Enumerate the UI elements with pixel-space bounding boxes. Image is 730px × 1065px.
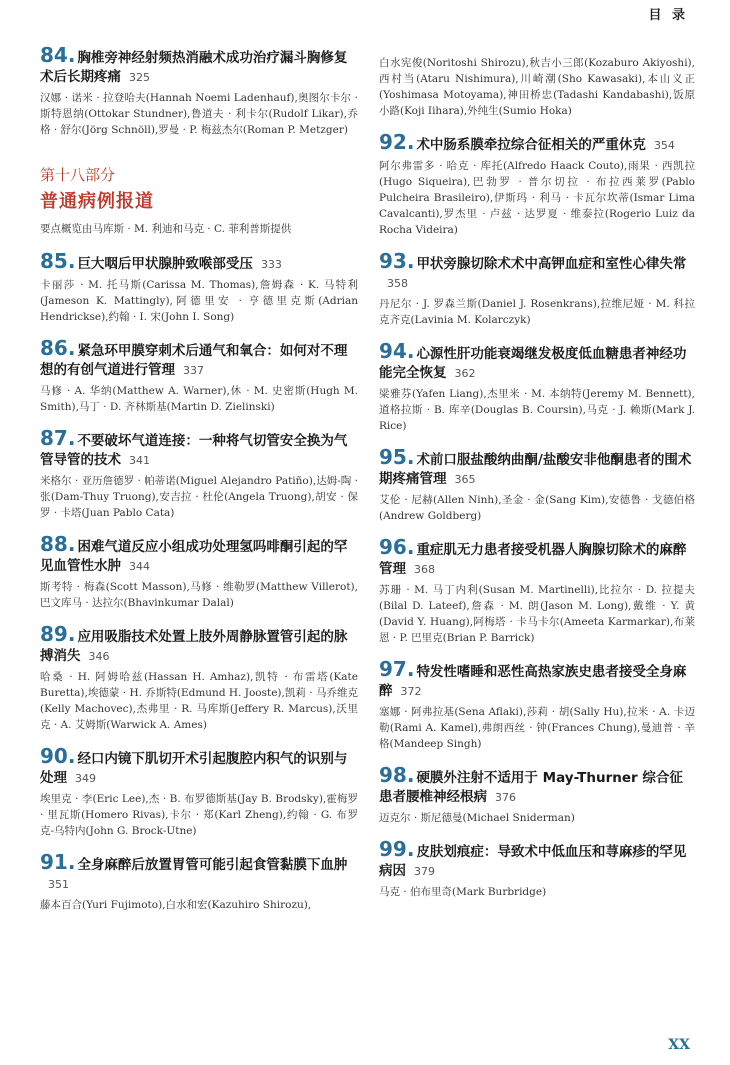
entry-page: 337 <box>183 364 204 377</box>
entry-authors: 塞娜 · 阿弗拉基(Sena Aflaki),莎莉 · 胡(Sally Hu),拉米 · A. 卡迈勒(Rami A. Kamel),弗朗西丝 · 钟(Frances Chung),曼迪普 · 辛格(Mandeep Singh) <box>379 706 695 750</box>
left-column <box>40 43 358 927</box>
entry-authors: 迈克尔 · 斯尼德曼(Michael Sniderman) <box>379 812 575 824</box>
entry-number: 87. <box>40 426 76 450</box>
entry-title <box>379 763 695 807</box>
entry-title <box>40 744 358 788</box>
toc-entry[interactable] <box>379 837 695 900</box>
entry-page: 376 <box>495 791 516 804</box>
entry-title-text: 困难气道反应小组成功处理氢吗啡酮引起的罕见血管性水肿 <box>40 539 348 574</box>
entry-number: 90. <box>40 744 76 768</box>
section-editors: 要点概览由马库斯 · M. 利迪和马克 · C. 菲利普斯提供 <box>40 223 292 235</box>
entry-page: 349 <box>75 772 96 785</box>
toc-entry[interactable] <box>379 763 695 826</box>
entry-title-text: 紧急环甲膜穿刺术后通气和氧合：如何对不理想的有创气道进行管理 <box>40 343 348 378</box>
entry-authors: 卡丽莎 · M. 托马斯(Carissa M. Thomas),詹姆森 · K. 马特利(Jameson K. Mattingly),阿德里安 · 亨德里克斯(Adrian Hendrickse),约翰 · I. 宋(John I. Song) <box>40 279 358 323</box>
toc-entry[interactable] <box>40 532 358 611</box>
toc-entry[interactable] <box>379 249 695 328</box>
running-header: 目 录 <box>648 8 688 23</box>
entry-authors: 白水宪俊(Noritoshi Shirozu),秋吉小三郎(Kozaburo Akiyoshi),西村当(Ataru Nishimura),川崎潮(Sho Kawasaki),本山义正(Yoshimasa Motoyama),神田桥忠(Tadashi Kandabashi),饭原小路(Koji Iihara),外纯生(Sumio Hoka) <box>379 57 695 117</box>
entry-authors: 阿尔弗雷多 · 哈克 · 库托(Alfredo Haack Couto),雨果 · 西凯拉(Hugo Siqueira),巴勃罗 · 普尔切拉 · 布拉西莱罗(Pablo Pulcheira Brasileiro),伊斯玛 · 利马 · 卡瓦尔坎蒂(Ismar Lima Cavalcanti),罗杰里 · 卢兹 · 达罗夏 · 维泰拉(Rogerio Luiz da Rocha Videira) <box>379 160 695 236</box>
entry-page: 341 <box>129 454 150 467</box>
entry-number: 94. <box>379 339 415 363</box>
entry-page: 344 <box>129 560 150 573</box>
entry-page: 365 <box>454 473 476 486</box>
entry-title <box>40 850 358 894</box>
entry-authors: 梁雅芬(Yafen Liang),杰里米 · M. 本纳特(Jeremy M. Bennett),道格拉斯 · B. 库辛(Douglas B. Coursin),马克 · J. 赖斯(Mark J. Rice) <box>379 388 695 432</box>
entry-number: 93. <box>379 249 415 273</box>
entry-title-text: 特发性嗜睡和恶性高热家族史患者接受全身麻醉 <box>379 664 687 699</box>
entry-page: 351 <box>48 878 69 891</box>
entry-authors: 汉娜 · 诺米 · 拉登哈夫(Hannah Noemi Ladenhauf),奥图尔卡尔 · 斯特恩纳(Ottokar Stundner),鲁道夫 · 利卡尔(Rudolf Likar),乔格 · 舒尔(Jörg Schnöll),罗曼 · P. 梅兹杰尔(Roman P. Metzger) <box>40 92 358 136</box>
entry-title <box>40 622 358 666</box>
entry-title <box>379 130 695 155</box>
entry-title <box>40 426 358 470</box>
entry-authors: 埃里克 · 李(Eric Lee),杰 · B. 布罗德斯基(Jay B. Brodsky),霍梅罗 · 里瓦斯(Homero Rivas),卡尔 · 郑(Karl Zheng),约翰 · G. 布罗克-乌特内(John G. Brock-Utne) <box>40 793 358 837</box>
entry-number: 91. <box>40 850 76 874</box>
entry-title-text: 皮肤划痕症：导致术中低血压和荨麻疹的罕见病因 <box>379 844 687 879</box>
entry-number: 96. <box>379 535 415 559</box>
entry-number: 89. <box>40 622 76 646</box>
entry-page: 362 <box>454 367 476 380</box>
entry-authors: 马克 · 伯布里奇(Mark Burbridge) <box>379 886 547 898</box>
toc-entry[interactable] <box>379 130 695 238</box>
entry-number: 92. <box>379 130 415 154</box>
toc-entry[interactable] <box>379 339 695 434</box>
entry-title <box>40 336 358 380</box>
entry-page: 354 <box>653 139 675 152</box>
entry-title-text: 甲状旁腺切除术术中高钾血症和室性心律失常 <box>416 256 687 272</box>
entry-page: 379 <box>414 865 435 878</box>
entry-number: 97. <box>379 657 415 681</box>
entry-title-text: 应用吸脂技术处置上肢外周静脉置管引起的脉搏消失 <box>40 629 348 664</box>
entry-title-text: 不要破坏气道连接：一种将气切管安全换为气管导管的技术 <box>40 433 348 468</box>
toc-entry[interactable] <box>40 744 358 839</box>
right-column <box>379 52 695 914</box>
entry-authors: 马修 · A. 华纳(Matthew A. Warner),休 · M. 史密斯(Hugh M. Smith),马丁 · D. 齐林斯基(Martin D. Zielinski) <box>40 385 358 413</box>
entry-title-text: 重症肌无力患者接受机器人胸腺切除术的麻醉管理 <box>379 542 687 577</box>
entry-title-text: 心源性肝功能衰竭继发极度低血糖患者神经功能完全恢复 <box>379 346 687 381</box>
entry-title <box>40 532 358 576</box>
section-label: 第十八部分 <box>40 166 116 184</box>
entry-title-text: 术中肠系膜牵拉综合征相关的严重休克 <box>416 137 646 153</box>
entry-authors: 哈桑 · H. 阿姆哈兹(Hassan H. Amhaz),凯特 · 布雷塔(Kate Buretta),埃德蒙 · H. 乔斯特(Edmund H. Jooste),凯莉 · 马乔维克(Kelly Machovec),杰弗里 · R. 马库斯(Jeffery R. Marcus),沃里克 · A. 艾姆斯(Warwick A. Ames) <box>40 671 358 731</box>
entry-title-text: 经口内镜下肌切开术引起腹腔内积气的识别与处理 <box>40 751 348 786</box>
entry-number: 86. <box>40 336 76 360</box>
entry-number: 95. <box>379 445 415 469</box>
entry-number: 85. <box>40 249 76 273</box>
entry-title <box>40 43 358 87</box>
entry-number: 84. <box>40 43 76 67</box>
entry-authors: 米格尔 · 亚历詹德罗 · 帕蒂诺(Miguel Alejandro Patiño),达姆-陶 · 张(Dam-Thuy Truong),安吉拉 · 杜伦(Angela Truong),胡安 · 保罗 · 卡塔(Juan Pablo Cata) <box>40 475 358 519</box>
entry-title-text: 硬膜外注射不适用于 May-Thurner 综合征患者腰椎神经根病 <box>379 770 683 805</box>
toc-entry[interactable] <box>40 850 358 913</box>
entry-page: 358 <box>387 277 408 290</box>
entry-page: 333 <box>260 258 282 271</box>
entry-authors: 丹尼尔 · J. 罗森兰斯(Daniel J. Rosenkrans),拉维尼娅 · M. 科拉克齐克(Lavinia M. Kolarczyk) <box>379 298 695 326</box>
toc-entry[interactable] <box>40 249 358 325</box>
entry-title <box>379 445 695 489</box>
entry-number: 98. <box>379 763 415 787</box>
toc-entry[interactable] <box>379 657 695 752</box>
toc-entry[interactable] <box>379 535 695 646</box>
entry-authors: 斯考特 · 梅森(Scott Masson),马修 · 维勒罗(Matthew Villerot),巴文库马 · 达拉尔(Bhavinkumar Dalal) <box>40 581 358 609</box>
entry-number: 99. <box>379 837 415 861</box>
entry-title <box>40 249 358 274</box>
entry-title-text: 全身麻醉后放置胃管可能引起食管黏膜下血肿 <box>77 857 348 873</box>
entry-page: 372 <box>400 685 422 698</box>
entry-title <box>379 535 695 579</box>
entry-page: 368 <box>414 563 435 576</box>
entry-authors: 藤本百合(Yuri Fujimoto),白水和宏(Kazuhiro Shirozu), <box>40 899 312 911</box>
entry-title <box>379 837 695 881</box>
entry-page: 346 <box>88 650 110 663</box>
entry-title <box>379 339 695 383</box>
toc-entry[interactable] <box>379 55 695 119</box>
entry-title-text: 巨大咽后甲状腺肿致喉部受压 <box>77 256 253 272</box>
entry-page: 325 <box>129 71 150 84</box>
toc-entry[interactable] <box>40 43 358 138</box>
entry-authors: 苏珊 · M. 马丁内利(Susan M. Martinelli),比拉尔 · D. 拉提夫(Bilal D. Lateef),詹森 · M. 朗(Jason M. Long),戴维 · Y. 黄(David Y. Huang),阿梅塔 · 卡马卡尔(Ameeta Karmarkar),布莱恩 · P. 巴里克(Brian P. Barrick) <box>379 584 695 644</box>
entry-title <box>379 657 695 701</box>
toc-entry[interactable] <box>40 622 358 733</box>
toc-entry[interactable] <box>379 445 695 524</box>
page-number: XX <box>668 1037 690 1053</box>
entry-number: 88. <box>40 532 76 556</box>
section-title: 普通病例报道 <box>40 191 154 212</box>
entry-title-text: 术前口服盐酸纳曲酮/盐酸安非他酮患者的围术期疼痛管理 <box>379 452 692 487</box>
entry-title <box>379 249 695 293</box>
entry-authors: 艾伦 · 尼赫(Allen Ninh),圣金 · 金(Sang Kim),安德鲁 · 戈德伯格(Andrew Goldberg) <box>379 494 695 522</box>
toc-entry[interactable] <box>40 336 358 415</box>
entry-title-text: 胸椎旁神经射频热消融术成功治疗漏斗胸修复术后长期疼痛 <box>40 50 348 85</box>
toc-entry[interactable] <box>40 426 358 521</box>
